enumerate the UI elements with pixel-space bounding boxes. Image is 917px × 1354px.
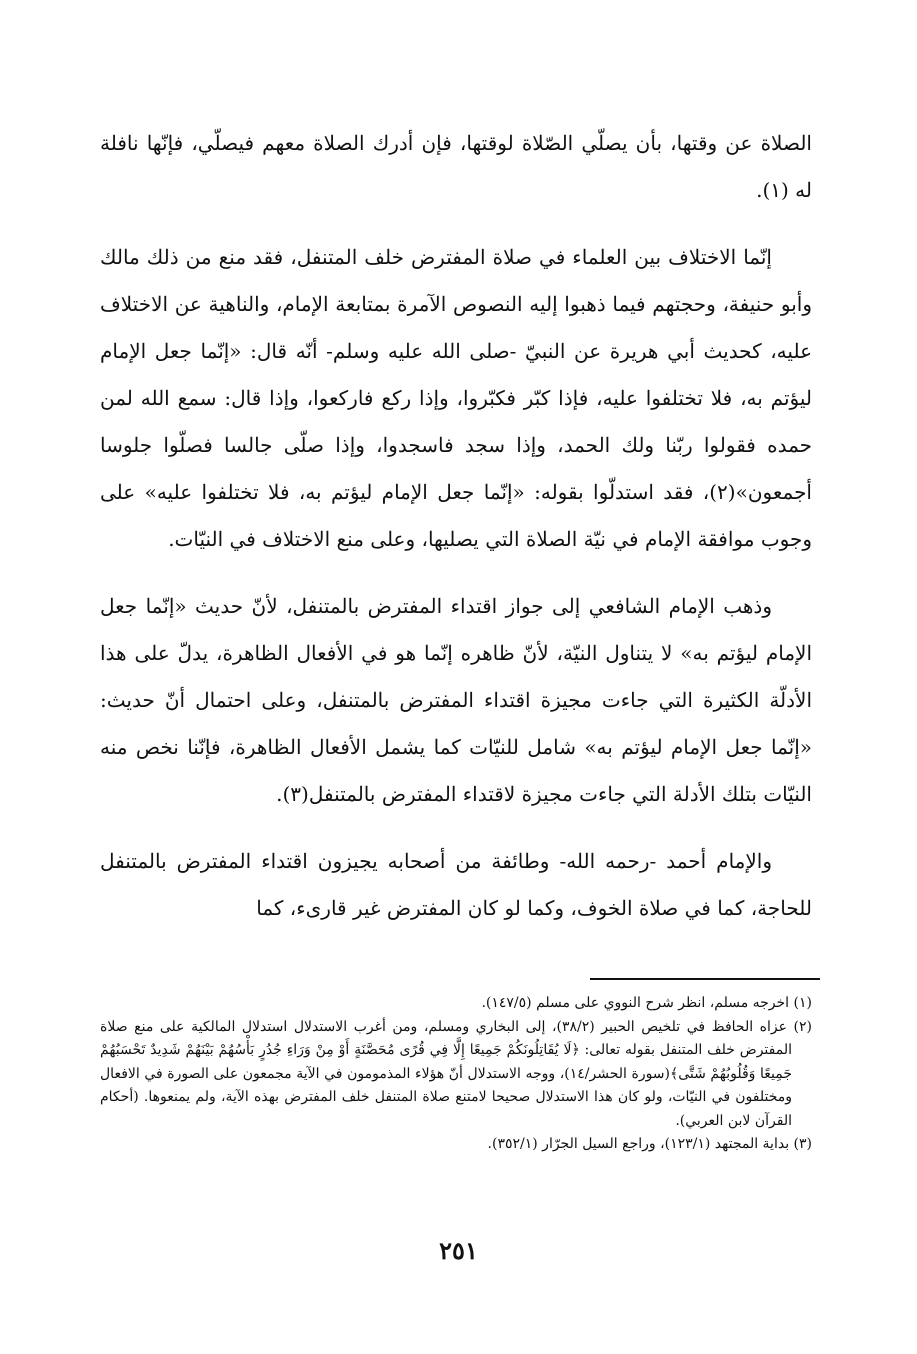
main-text [100, 120, 812, 952]
page-number: ٢٥١ [439, 1236, 478, 1265]
paragraph-1: الصلاة عن وقتها، بأن يصلّي الصّلاة لوقتها، فإن أدرك الصلاة معهم فيصلّي، فإنّها نافلة له (١). [100, 131, 812, 202]
paragraph-2: إنّما الاختلاف بين العلماء في صلاة المفترض خلف المتنفل، فقد منع من ذلك مالك وأبو حنيفة، وحجتهم فيما ذهبوا إليه النصوص الآمرة بمتابعة الإمام، والناهية عن الاختلاف عليه، كحديث أبي هريرة عن النبيّ -صلى الله عليه وسلم- أنّه قال: «إنّما جعل الإمام ليؤتم به، فلا تختلفوا عليه، فإذا كبّر فكبّروا، وإذا ركع فاركعوا، وإذا قال: سمع الله لمن حمده فقولوا ربّنا ولك الحمد، وإذا سجد فاسجدوا، وإذا صلّى جالسا فصلّوا جلوسا أجمعون»(٢)، فقد استدلّوا بقوله: «إنّما جعل الإمام ليؤتم به، فلا تختلفوا عليه» على وجوب موافقة الإمام في نيّة الصلاة التي يصليها، وعلى منع الاختلاف في النيّات. [100, 245, 812, 551]
footnote-3: (٣) بداية المجتهد (١٢٣/١)، وراجع السيل الجرّار (٣٥٢/١). [487, 1136, 812, 1152]
paragraph-3: وذهب الإمام الشافعي إلى جواز اقتداء المفترض بالمتنفل، لأنّ حديث «إنّما جعل الإمام ليؤتم به» لا يتناول النيّة، لأنّ ظاهره إنّما هو في الأفعال الظاهرة، يدلّ على هذا الأدلّة الكثيرة التي جاءت مجيزة اقتداء المفترض بالمتنفل، وعلى احتمال أنّ حديث: «إنّما جعل الإمام ليؤتم به» شامل للنيّات كما يشمل الأفعال الظاهرة، فإنّنا نخص منه النيّات بتلك الأدلة التي جاءت مجيزة لاقتداء المفترض بالمتنفل(٣). [100, 594, 812, 806]
footnote-separator [590, 978, 820, 980]
footnote-2: (٢) عزاه الحافظ في تلخيص الحبير (٣٨/٢)، إلى البخاري ومسلم، ومن أغرب الاستدلال استدلال المالكية على منع صلاة المفترض خلف المتنفل بقوله تعالى: ﴿لَا يُقَاتِلُونَكُمْ جَمِيعًا إِلَّا فِي قُرًى مُحَصَّنَةٍ أَوْ مِنْ وَرَاءِ جُدُرٍ بَأْسُهُمْ بَيْنَهُمْ شَدِيدٌ تَحْسَبُهُمْ جَمِيعًا وَقُلُوبُهُمْ شَتَّى﴾(سورة الحشر/١٤)، ووجه الاستدلال أنّ هؤلاء المذمومون في الآية مجمعون على الصورة في الافعال ومختلفون في النيّات، ولو كان هذا الاستدلال صحيحا لامتنع صلاة المتنفل خلف المفترض بهذه الآية، ولم يمنعوها. (أحكام القرآن لابن العربي). [100, 1018, 812, 1129]
footnotes [100, 992, 812, 1157]
footnote-1: (١) اخرجه مسلم، انظر شرح النووي على مسلم (١٤٧/٥). [481, 995, 812, 1011]
paragraph-4: والإمام أحمد -رحمه الله- وطائفة من أصحابه يجيزون اقتداء المفترض بالمتنفل للحاجة، كما في صلاة الخوف، وكما لو كان المفترض غير قارىء، كما [100, 849, 812, 920]
